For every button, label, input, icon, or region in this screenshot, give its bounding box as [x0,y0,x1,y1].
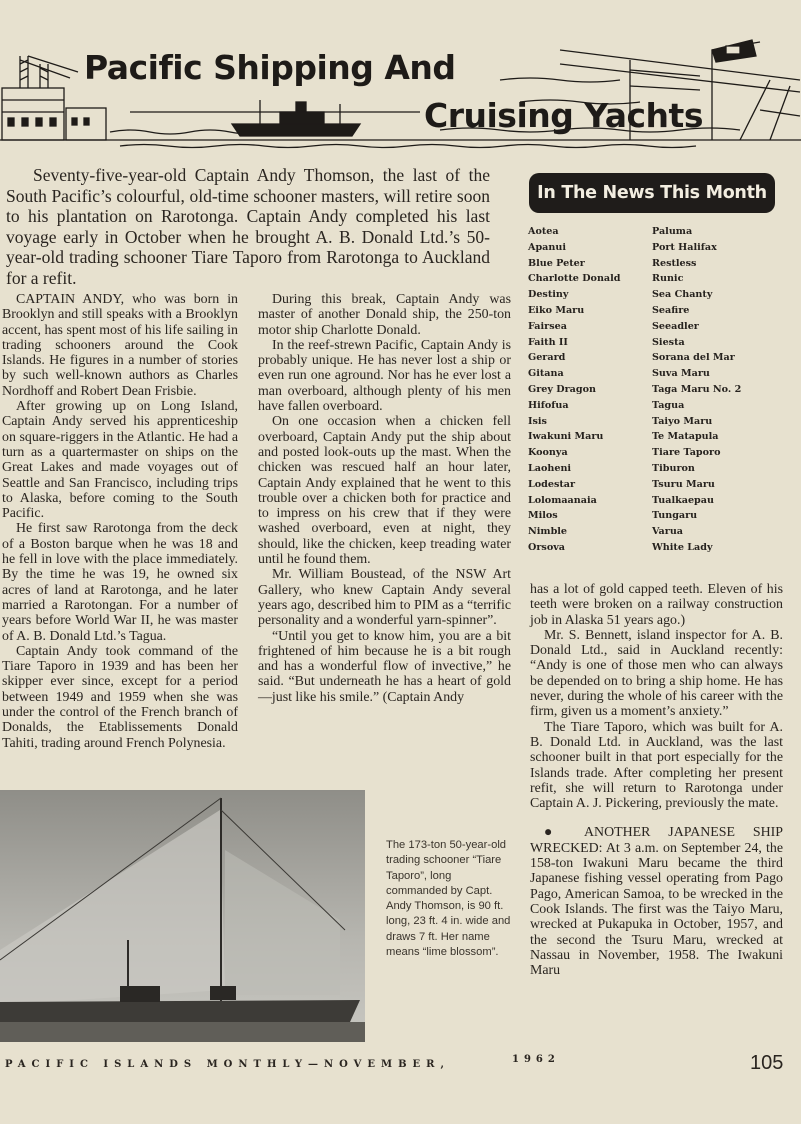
ship-name: Restless [652,257,697,269]
ship-name: Nimble [528,526,568,538]
publication-footer: PACIFIC ISLANDS MONTHLY—NOVEMBER, [5,1059,450,1070]
paragraph: On one occasion when a chicken fell overboard, Captain Andy put the ship about and posted look-outs up the mast. When the chicken was rescued half an hour later, Captain Andy explained that he went to this trouble over a chicken both for practice and to impress on his crew that if they were washed overboard, even at night, they should, like the chicken, keep treading water until he found them. [258,414,511,568]
ship-name: Isis [528,415,547,427]
paragraph: CAPTAIN ANDY, who was born in Brooklyn and still speaks with a Brooklyn accent, has spent most of his life sailing in trading schooners around the Cook Islands. He figures in a number of stories by such well-known authors as Charles Nordhoff and Robert Dean Frisbie. [2,292,238,399]
ship-name: Iwakuni Maru [528,431,604,443]
paragraph: Mr. S. Bennett, island inspector for A. B. Donald Ltd., said in Auckland recently: “Andy is one of those men who can always be depended on to bring a ship home. He has never, during the whole of his career with the firm, given us a moment’s anxiety.” [530,627,783,720]
paragraph: The Tiare Taporo, which was built for A. B. Donald Ltd. in Auckland, was the last schooner built in that port especially for the Islands trade. After completing her present refit, she will return to Rarotonga under Captain A. J. Pickering, previously the mate. [530,719,783,812]
ship-name: Taga Maru No. 2 [652,383,742,395]
article-column-2 [258,292,511,705]
ship-name: Eiko Maru [528,304,585,316]
lead-paragraph: Seventy-five-year-old Captain Andy Thomson, the last of the South Pacific’s colourful, old-time schooner masters, will retire soon to his plantation on Rarotonga. Captain Andy completed his last voyage early in October when he brought A. B. Donald Ltd.’s 50-year-old trading schooner Tiare Taporo from Rarotonga to Auckland for a refit. [6,165,490,288]
ship-name: Orsova [528,541,566,553]
ship-name: Charlotte Donald [528,273,621,285]
ship-name: Sea Chanty [652,289,713,301]
article-column-1 [2,292,238,751]
title-line-2: Cruising Yachts [424,96,703,135]
ship-name: Lolomaanaia [528,494,597,506]
ship-name: Laoheni [528,462,572,474]
ship-name: Tagua [652,399,685,411]
ship-name: Siesta [652,336,685,348]
ship-name: Tualkaepau [652,494,714,506]
ship-name: Te Matapula [652,431,719,443]
ship-name: Tungaru [652,510,698,522]
ship-name: White Lady [652,541,713,553]
ship-name: Fairsea [528,320,567,332]
page-number: 105 [750,1052,784,1074]
ship-name: Hifofua [528,399,569,411]
ship-name: Aotea [528,226,559,237]
schooner-photo-drawing [0,790,365,1042]
ship-name: Gerard [528,352,566,364]
ship-name: Sorana del Mar [652,352,735,364]
paragraph: He first saw Rarotonga from the deck of a Boston barque when he was 18 and he fell in love with the place immediately. By the time he was 19, he owned six acres of land at Rarotonga, and he later married a Rarotongan. For a number of years before World War II, he was master of A. B. Donald Ltd.’s Tagua. [2,521,238,644]
paragraph: In the reef-strewn Pacific, Captain Andy is probably unique. He has never lost a ship or even run one aground. Nor has he ever lost a man overboard, although plenty of his men have fallen overboard. [258,337,511,415]
title-line-1: Pacific Shipping And [84,48,456,87]
ship-name: Faith II [528,336,568,348]
ship-list-left [528,224,621,556]
ship-name: Tiburon [652,462,695,474]
ship-name: Suva Maru [652,368,710,380]
paragraph: “Until you get to know him, you are a bit frightened of him because he is a bit rough and has a wonderful flow of invective,” he said. “But underneath he has a heart of gold—just like his smile.” (Captain Andy [258,628,511,705]
publication-year: 1962 [512,1054,560,1065]
ship-name: Koonya [528,447,568,459]
ship-name: Taiyo Maru [652,415,713,427]
ship-name: Apanui [528,241,566,253]
ship-name: Gitana [528,368,564,380]
paragraph: has a lot of gold capped teeth. Eleven of his teeth were broken on a railway construction job in Alaska 51 years ago.) [530,582,783,628]
in-the-news-banner: In The News This Month [529,173,775,213]
ship-name: Port Halifax [652,241,717,253]
ship-name: Varua [652,526,684,538]
ship-name: Tiare Taporo [652,447,721,459]
schooner-photo [0,790,365,1042]
article-column-3 [530,582,783,978]
ship-name: Tsuru Maru [652,478,715,490]
ship-list-right [652,224,741,556]
ship-name: Milos [528,510,558,522]
ship-name: Grey Dragon [528,383,596,395]
section-header [0,20,801,152]
ship-name: Paluma [652,226,693,237]
ship-name: Seeadler [652,320,699,332]
paragraph: Mr. William Boustead, of the NSW Art Gallery, who knew Captain Andy several years ago, described him to PIM as a “terrific personality and a wonderful yarn-spinner”. [258,567,511,629]
paragraph: ● ANOTHER JAPANESE SHIP WRECKED: At 3 a.m. on September 24, the 158-ton Iwakuni Maru became the third Japanese fishing vessel operating from Pago Pago, American Samoa, to be wrecked in the Cook Islands. The first was the Taiyo Maru, wrecked at Pukapuka in October, 1957, and the second the Tsuru Maru, wrecked at Nassau in November, 1958. The Iwakuni Maru [530,825,783,979]
paragraph: Captain Andy took command of the Tiare Taporo in 1939 and has been her skipper ever since, except for a period between 1949 and 1959 when she was under the control of the French branch of Donalds, the Etablissements Donald Tahiti, trading around French Polynesia. [2,643,238,751]
ship-name: Destiny [528,289,569,301]
paragraph: During this break, Captain Andy was master of another Donald ship, the 250-ton motor ship Charlotte Donald. [258,292,511,338]
ship-name: Runic [652,273,684,285]
ship-name: Blue Peter [528,257,585,269]
paragraph: After growing up on Long Island, Captain Andy served his apprenticeship on square-riggers in the Atlantic. He had a turn as a quartermaster on ships on the Great Lakes and made voyages out of Seattle and San Francisco, including trips to Alaska, before coming to the South Pacific. [2,399,238,522]
ship-name: Seafire [652,304,690,316]
photo-caption: The 173-ton 50-year-old trading schooner “Tiare Taporo”, long commanded by Capt. Andy Thomson, is 90 ft. long, 23 ft. 4 in. wide and draws 7 ft. Her name means “lime blossom”. [386,839,511,959]
ship-name: Lodestar [528,478,576,490]
